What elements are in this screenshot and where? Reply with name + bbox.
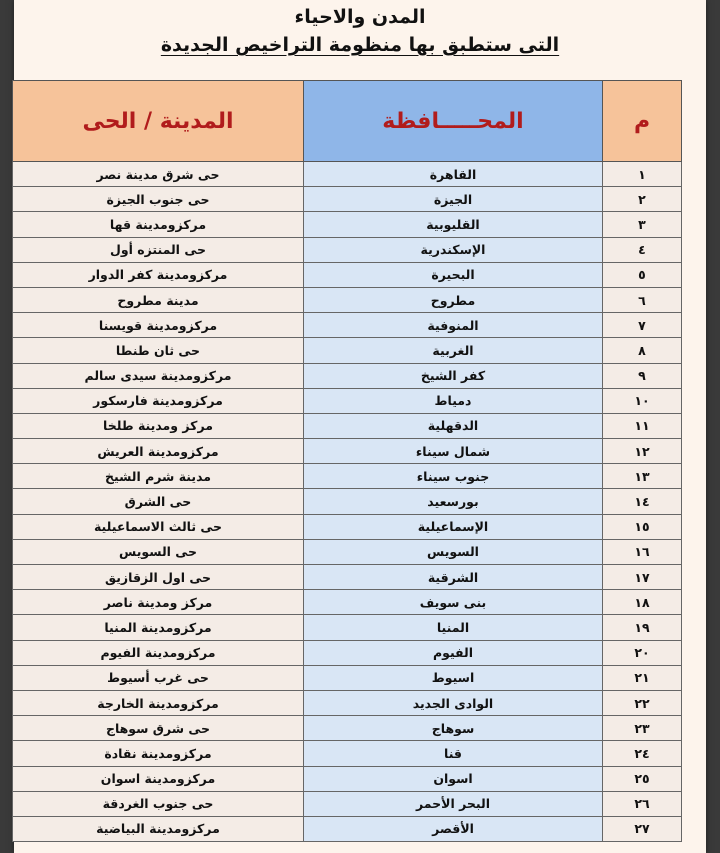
row-number: ٨ bbox=[603, 338, 682, 363]
table-row bbox=[13, 741, 682, 766]
row-number: ٩ bbox=[603, 363, 682, 388]
governorate-cell: البحيرة bbox=[304, 262, 603, 287]
table-row bbox=[13, 716, 682, 741]
city-cell: مركزومدينة الفيوم bbox=[13, 640, 304, 665]
city-cell: مركزومدينة اسوان bbox=[13, 766, 304, 791]
table-row bbox=[13, 287, 682, 312]
header-governorate: المحـــــافظة bbox=[304, 81, 603, 162]
governorate-cell: القاهرة bbox=[304, 162, 603, 187]
table-row bbox=[13, 766, 682, 791]
row-number: ٢٧ bbox=[603, 816, 682, 841]
governorate-cell: الإسماعيلية bbox=[304, 514, 603, 539]
city-cell: مركز ومدينة ناصر bbox=[13, 590, 304, 615]
header-city-district: المدينة / الحى bbox=[13, 81, 304, 162]
table-row bbox=[13, 640, 682, 665]
governorate-cell: الوادى الجديد bbox=[304, 690, 603, 715]
row-number: ١٢ bbox=[603, 439, 682, 464]
governorate-cell: اسوان bbox=[304, 766, 603, 791]
row-number: ٣ bbox=[603, 212, 682, 237]
city-cell: مدينة مطروح bbox=[13, 287, 304, 312]
row-number: ١٩ bbox=[603, 615, 682, 640]
governorate-cell: البحر الأحمر bbox=[304, 791, 603, 816]
table-row bbox=[13, 615, 682, 640]
row-number: ١٤ bbox=[603, 489, 682, 514]
row-number: ٢٢ bbox=[603, 690, 682, 715]
governorate-cell: جنوب سيناء bbox=[304, 464, 603, 489]
governorate-cell: القليوبية bbox=[304, 212, 603, 237]
table-row bbox=[13, 162, 682, 187]
city-cell: مدينة شرم الشيخ bbox=[13, 464, 304, 489]
city-cell: حى ثالث الاسماعيلية bbox=[13, 514, 304, 539]
city-cell: مركزومدينة قويسنا bbox=[13, 313, 304, 338]
governorate-cell: المنوفية bbox=[304, 313, 603, 338]
city-cell: حى جنوب الغردقة bbox=[13, 791, 304, 816]
table-row bbox=[13, 791, 682, 816]
city-cell: حى اول الزقازيق bbox=[13, 565, 304, 590]
table-row bbox=[13, 690, 682, 715]
table-row bbox=[13, 464, 682, 489]
row-number: ١٧ bbox=[603, 565, 682, 590]
governorate-cell: شمال سيناء bbox=[304, 439, 603, 464]
table-row bbox=[13, 439, 682, 464]
governorate-cell: الغربية bbox=[304, 338, 603, 363]
city-cell: حى شرق سوهاج bbox=[13, 716, 304, 741]
governorate-cell: كفر الشيخ bbox=[304, 363, 603, 388]
city-cell: مركزومدينة سيدى سالم bbox=[13, 363, 304, 388]
city-cell: مركزومدينة العريش bbox=[13, 439, 304, 464]
row-number: ٢١ bbox=[603, 665, 682, 690]
document-header bbox=[14, 0, 706, 80]
row-number: ١١ bbox=[603, 413, 682, 438]
city-cell: مركزومدينة المنيا bbox=[13, 615, 304, 640]
table-row bbox=[13, 313, 682, 338]
table-row bbox=[13, 413, 682, 438]
document-subtitle: التى ستطبق بها منظومة التراخيص الجديدة bbox=[160, 34, 560, 56]
table-row bbox=[13, 338, 682, 363]
cities-table bbox=[12, 80, 682, 842]
city-cell: مركزومدينة قها bbox=[13, 212, 304, 237]
city-cell: مركزومدينة البياضية bbox=[13, 816, 304, 841]
table-body bbox=[13, 162, 682, 842]
row-number: ١٦ bbox=[603, 539, 682, 564]
row-number: ٢٤ bbox=[603, 741, 682, 766]
table-row bbox=[13, 590, 682, 615]
row-number: ١ bbox=[603, 162, 682, 187]
row-number: ٢٣ bbox=[603, 716, 682, 741]
city-cell: مركزومدينة كفر الدوار bbox=[13, 262, 304, 287]
governorate-cell: الفيوم bbox=[304, 640, 603, 665]
table-row bbox=[13, 262, 682, 287]
governorate-cell: بورسعيد bbox=[304, 489, 603, 514]
row-number: ٥ bbox=[603, 262, 682, 287]
table-row bbox=[13, 565, 682, 590]
row-number: ٦ bbox=[603, 287, 682, 312]
table-row bbox=[13, 363, 682, 388]
row-number: ٢٦ bbox=[603, 791, 682, 816]
row-number: ٢٥ bbox=[603, 766, 682, 791]
row-number: ١٣ bbox=[603, 464, 682, 489]
city-cell: حى السويس bbox=[13, 539, 304, 564]
row-number: ١٨ bbox=[603, 590, 682, 615]
city-cell: مركزومدينة فارسكور bbox=[13, 388, 304, 413]
governorate-cell: الجيزة bbox=[304, 187, 603, 212]
table-row bbox=[13, 514, 682, 539]
row-number: ٢٠ bbox=[603, 640, 682, 665]
governorate-cell: السويس bbox=[304, 539, 603, 564]
table-row bbox=[13, 187, 682, 212]
city-cell: حى ثان طنطا bbox=[13, 338, 304, 363]
table-row bbox=[13, 388, 682, 413]
governorate-cell: الإسكندرية bbox=[304, 237, 603, 262]
table-row bbox=[13, 237, 682, 262]
governorate-cell: دمياط bbox=[304, 388, 603, 413]
row-number: ٧ bbox=[603, 313, 682, 338]
city-cell: حى الشرق bbox=[13, 489, 304, 514]
document-title: المدن والاحياء bbox=[294, 6, 426, 28]
city-cell: حى شرق مدينة نصر bbox=[13, 162, 304, 187]
city-cell: حى غرب أسيوط bbox=[13, 665, 304, 690]
row-number: ٢ bbox=[603, 187, 682, 212]
row-number: ٤ bbox=[603, 237, 682, 262]
governorate-cell: الأقصر bbox=[304, 816, 603, 841]
city-cell: حى جنوب الجيزة bbox=[13, 187, 304, 212]
table-row bbox=[13, 816, 682, 841]
governorate-cell: بنى سويف bbox=[304, 590, 603, 615]
table-row bbox=[13, 539, 682, 564]
table-row bbox=[13, 665, 682, 690]
row-number: ١٠ bbox=[603, 388, 682, 413]
governorate-cell: قنا bbox=[304, 741, 603, 766]
governorate-cell: سوهاج bbox=[304, 716, 603, 741]
table-header-row bbox=[13, 81, 682, 162]
city-cell: مركز ومدينة طلخا bbox=[13, 413, 304, 438]
table-row bbox=[13, 212, 682, 237]
governorate-cell: الدقهلية bbox=[304, 413, 603, 438]
table-row bbox=[13, 489, 682, 514]
city-cell: حى المنتزه أول bbox=[13, 237, 304, 262]
header-number: م bbox=[603, 81, 682, 162]
governorate-cell: اسيوط bbox=[304, 665, 603, 690]
row-number: ١٥ bbox=[603, 514, 682, 539]
governorate-cell: المنيا bbox=[304, 615, 603, 640]
city-cell: مركزومدينة نقادة bbox=[13, 741, 304, 766]
governorate-cell: الشرقية bbox=[304, 565, 603, 590]
governorate-cell: مطروح bbox=[304, 287, 603, 312]
city-cell: مركزومدينة الخارجة bbox=[13, 690, 304, 715]
